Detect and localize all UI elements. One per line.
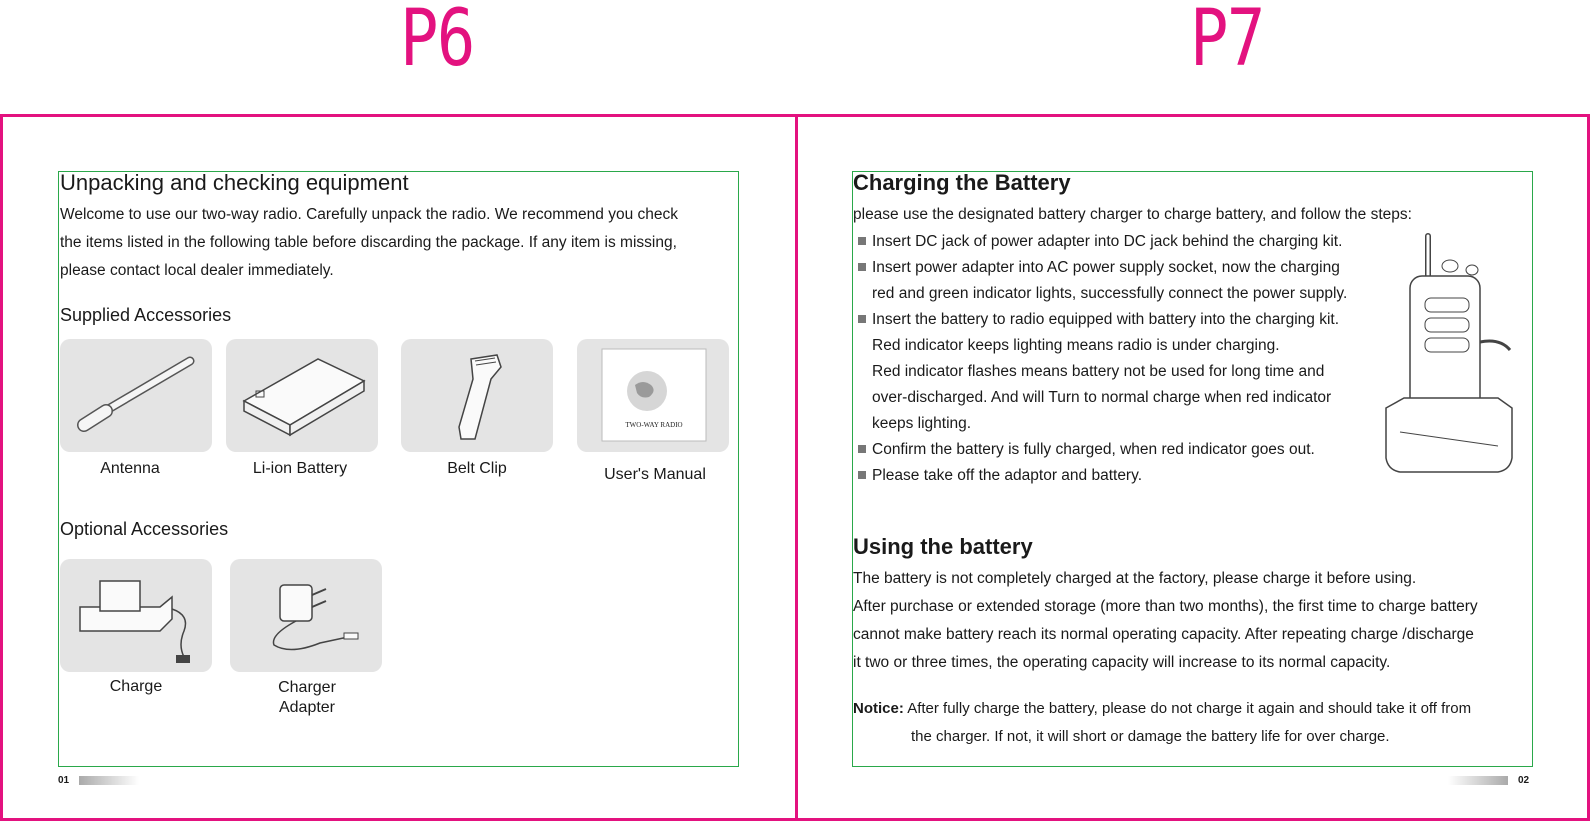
- step-1: Insert DC jack of power adapter into DC jack behind the charging kit.: [858, 233, 1342, 251]
- notice-line-2: the charger. If not, it will short or damage the battery life for over charge.: [911, 728, 1390, 745]
- step-4: Confirm the battery is fully charged, when red indicator goes out.: [858, 441, 1315, 459]
- manual-icon: [577, 339, 729, 452]
- step-3-line-4: over-discharged. And will Turn to normal charge when red indicator: [872, 389, 1332, 406]
- page-number-right: 02: [1518, 775, 1530, 786]
- intro-line-2: the items listed in the following table before discarding the package. If any item is missing,: [60, 234, 677, 251]
- step-3-line-3: Red indicator flashes means battery not be used for long time and: [872, 363, 1325, 380]
- step-5: Please take off the adaptor and battery.: [858, 467, 1142, 485]
- charger-base-icon: [60, 559, 212, 672]
- step-3-line-2: Red indicator keeps lighting means radio is under charging.: [872, 337, 1280, 354]
- unpacking-title: Unpacking and checking equipment: [60, 170, 409, 195]
- belt-clip-tile: [401, 339, 553, 452]
- optional-heading: Optional Accessories: [60, 519, 229, 539]
- antenna-tile: [60, 339, 212, 452]
- step-2: Insert power adapter into AC power supply socket, now the charging: [858, 259, 1340, 277]
- adapter-tile: [230, 559, 382, 672]
- bullet-icon: [858, 445, 866, 453]
- adapter-icon: [230, 559, 382, 672]
- notice-label: Notice:: [853, 700, 904, 717]
- bullet-icon: [858, 263, 866, 271]
- caption-manual: User's Manual: [604, 466, 706, 483]
- caption-battery: Li-ion Battery: [252, 460, 348, 477]
- footer-bar-left: [79, 776, 139, 785]
- charging-intro: please use the designated battery charger to charge battery, and follow the steps:: [853, 206, 1412, 223]
- intro-line-1: Welcome to use our two-way radio. Carefully unpack the radio. We recommend you check: [60, 206, 678, 223]
- using-title: Using the battery: [853, 534, 1033, 559]
- using-line-1: The battery is not completely charged at the factory, please charge it before using.: [853, 570, 1417, 587]
- using-line-2: After purchase or extended storage (more than two months), the first time to charge battery: [853, 598, 1478, 615]
- antenna-icon: [60, 339, 212, 452]
- battery-icon: [226, 339, 378, 452]
- using-line-3: cannot make battery reach its normal operating capacity. After repeating charge /discharge: [853, 626, 1474, 643]
- caption-belt-clip: Belt Clip: [447, 460, 507, 477]
- using-line-4: it two or three times, the operating capacity will increase to its normal capacity.: [853, 654, 1391, 671]
- step-3: Insert the battery to radio equipped with battery into the charging kit.: [858, 311, 1339, 329]
- intro-line-3: please contact local dealer immediately.: [60, 262, 334, 279]
- step-2-cont: red and green indicator lights, successfully connect the power supply.: [872, 285, 1348, 302]
- battery-tile: [226, 339, 378, 452]
- footer-bar-right: [1448, 776, 1508, 785]
- page-label-p6: P6: [400, 0, 474, 84]
- supplied-heading: Supplied Accessories: [60, 305, 232, 325]
- caption-charge: Charge: [109, 678, 163, 695]
- page-number-left: 01: [58, 775, 70, 786]
- page-label-p7: P7: [1190, 0, 1264, 84]
- manual-tile: [577, 339, 729, 452]
- radio-charger-illustration: [1380, 232, 1522, 486]
- bullet-icon: [858, 471, 866, 479]
- manual-cover-text: TWO-WAY RADIO: [625, 421, 683, 429]
- caption-charger: Charger: [278, 679, 336, 696]
- caption-adapter: Adapter: [278, 699, 336, 716]
- bullet-icon: [858, 237, 866, 245]
- notice-line-1: Notice: After fully charge the battery, please do not charge it again and should take it off from: [853, 700, 1472, 717]
- step-3-line-5: keeps lighting.: [872, 415, 972, 432]
- charging-title: Charging the Battery: [853, 170, 1071, 195]
- belt-clip-icon: [401, 339, 553, 452]
- bullet-icon: [858, 315, 866, 323]
- charge-tile: [60, 559, 212, 672]
- caption-antenna: Antenna: [100, 460, 160, 477]
